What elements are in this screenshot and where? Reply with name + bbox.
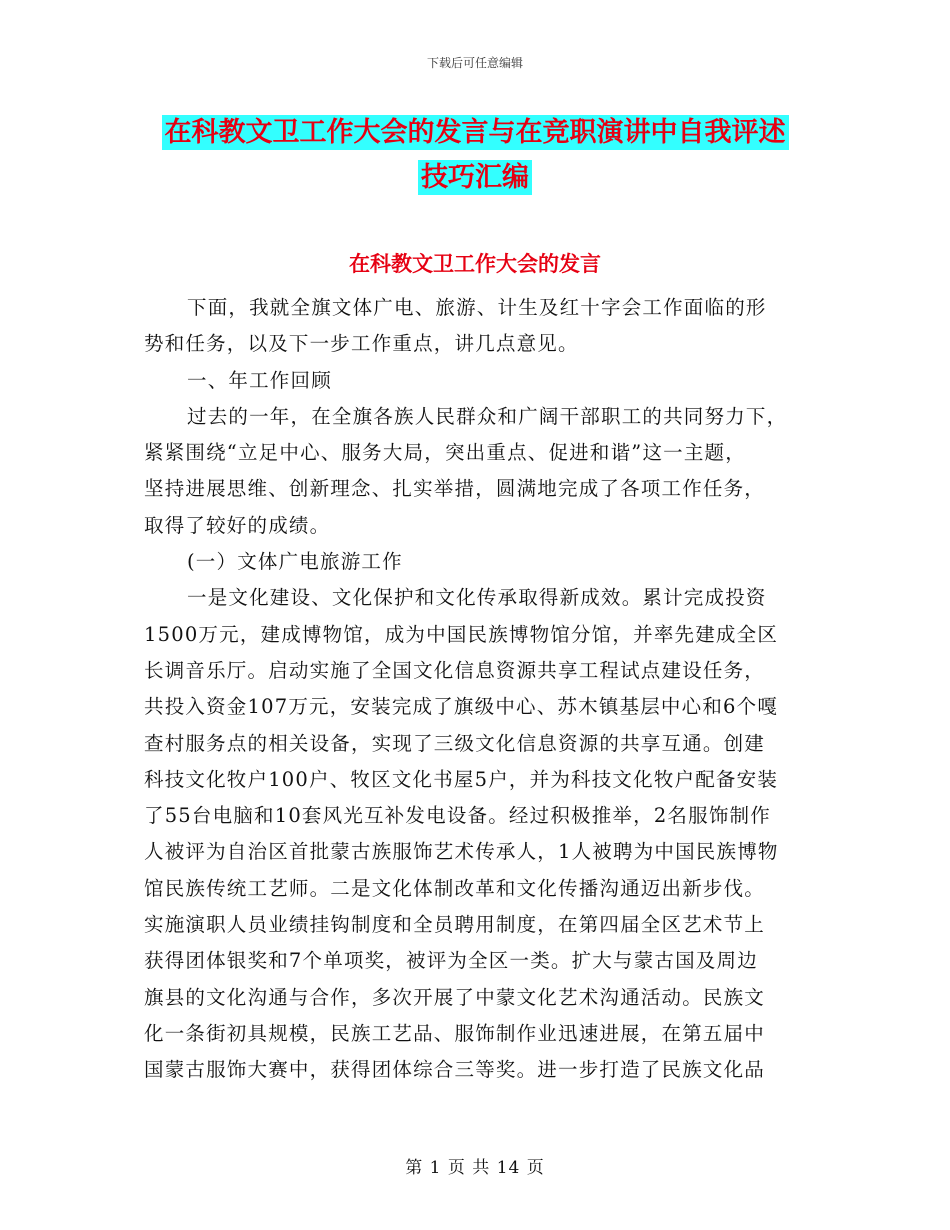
page-footer: 第 1 页 共 14 页 bbox=[405, 1158, 545, 1178]
text-line: 人被评为自治区首批蒙古族服饰艺术传承人，1人被聘为中国民族博物 bbox=[144, 840, 779, 864]
text-line: 取得了较好的成绩。 bbox=[144, 513, 331, 537]
text-line: 化一条街初具规模，民族工艺品、服饰制作业迅速进展，在第五届中 bbox=[144, 1021, 766, 1045]
text-line: 坚持进展思维、创新理念、扎实举措，圆满地完成了各项工作任务， bbox=[144, 477, 766, 501]
text-line: 下面，我就全旗文体广电、旅游、计生及红十字会工作面临的形 bbox=[187, 296, 767, 319]
text-line: 紧紧围绕“立足中心、服务大局，突出重点、促进和谐”这一主题， bbox=[144, 441, 746, 465]
title-highlight-1: 在科教文卫工作大会的发言与在竞职演讲中自我评述 bbox=[162, 115, 789, 150]
text-line: 查村服务点的相关设备，实现了三级文化信息资源的共享互通。创建 bbox=[144, 731, 766, 755]
text-line: 一是文化建设、文化保护和文化传承取得新成效。累计完成投资 bbox=[187, 586, 767, 610]
text-line: 旗县的文化沟通与合作，多次开展了中蒙文化艺术沟通活动。民族文 bbox=[144, 985, 766, 1009]
section-title: 在科教文卫工作大会的发言 bbox=[349, 251, 601, 276]
text-line: 了55台电脑和10套风光互补发电设备。经过积极推举，2名服饰制作 bbox=[144, 804, 771, 828]
header-note: 下载后可任意编辑 bbox=[426, 56, 523, 70]
title-highlight-2: 技巧汇编 bbox=[418, 160, 532, 195]
text-line: 获得团体银奖和7个单项奖，被评为全区一类。扩大与蒙古国及周边 bbox=[144, 949, 758, 973]
text-line: 长调音乐厅。启动实施了全国文化信息资源共享工程试点建设任务， bbox=[144, 658, 766, 682]
text-line: 1500万元，建成博物馆，成为中国民族博物馆分馆，并率先建成全区 bbox=[144, 622, 779, 646]
text-line: 国蒙古服饰大赛中，获得团体综合三等奖。进一步打造了民族文化品 bbox=[144, 1058, 766, 1082]
document-title-line-1 bbox=[0, 110, 950, 149]
text-line: 势和任务，以及下一步工作重点，讲几点意见。 bbox=[144, 332, 579, 356]
text-line: 一、年工作回顾 bbox=[187, 368, 332, 392]
text-line: 实施演职人员业绩挂钩制度和全员聘用制度，在第四届全区艺术节上 bbox=[144, 913, 766, 937]
text-line: 过去的一年，在全旗各族人民群众和广阔干部职工的共同努力下， bbox=[187, 404, 788, 428]
text-line: 科技文化牧户100户、牧区文化书屋5户，并为科技文化牧户配备安装 bbox=[144, 767, 779, 791]
text-line: 共投入资金107万元，安装完成了旗级中心、苏木镇基层中心和6个嘎 bbox=[144, 695, 779, 719]
text-line: (一）文体广电旅游工作 bbox=[187, 550, 403, 574]
body-text bbox=[144, 290, 812, 1089]
document-title-line-2 bbox=[0, 155, 950, 194]
text-line: 馆民族传统工艺师。二是文化体制改革和文化传播沟通迈出新步伐。 bbox=[144, 876, 766, 900]
